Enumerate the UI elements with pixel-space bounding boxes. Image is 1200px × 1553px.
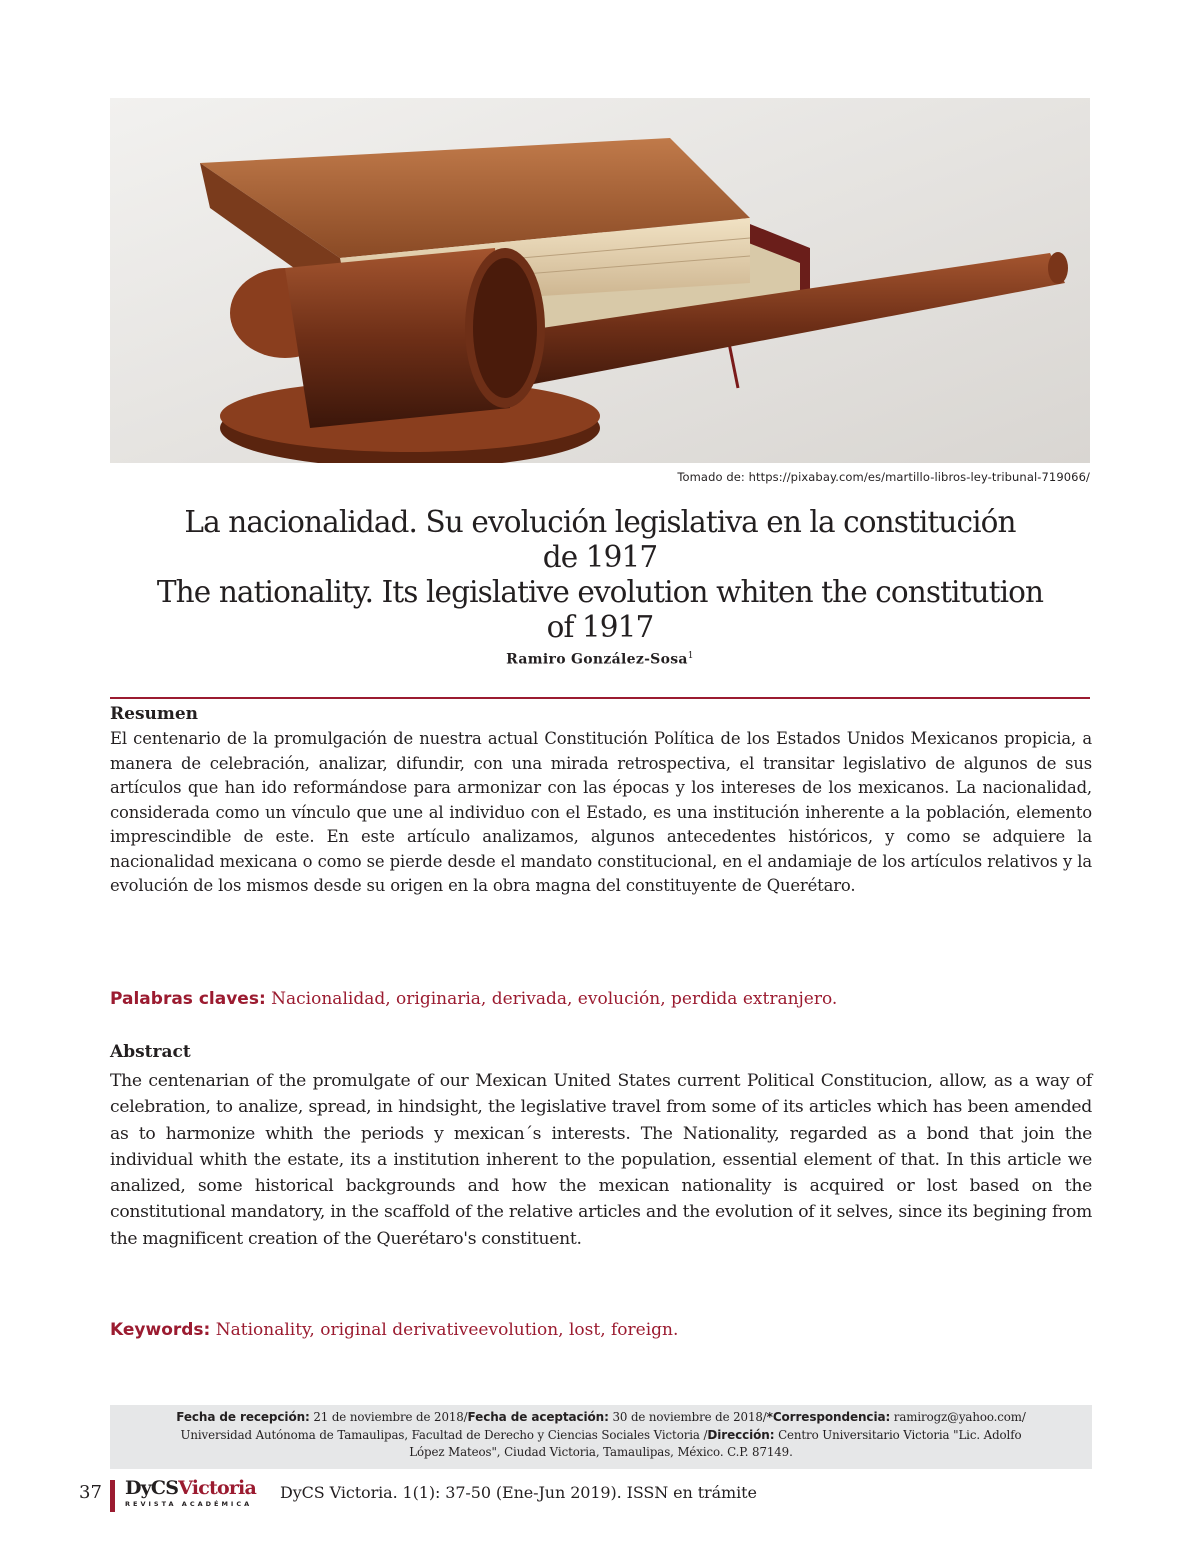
palabras-claves-label: Palabras claves: [110,989,266,1009]
correspondencia-value: ramirogz@yahoo.com/ [890,1410,1026,1424]
article-info-box [110,1405,1092,1469]
author-name: Ramiro González-Sosa [506,651,688,668]
aceptacion-value: 30 de noviembre de 2018/ [608,1410,767,1424]
aceptacion-label: Fecha de aceptación: [467,1410,609,1424]
author-footnote-mark: 1 [687,651,694,661]
recepcion-value: 21 de noviembre de 2018/ [309,1410,468,1424]
image-caption: Tomado de: https://pixabay.com/es/martillo-libros-ley-tribunal-719066/ [677,470,1090,484]
palabras-claves-value: Nacionalidad, originaria, derivada, evolución, perdida extranjero. [265,989,838,1009]
keywords [110,1320,678,1340]
cover-photo [110,98,1090,463]
resumen-heading: Resumen [110,704,199,724]
correspondencia-label: *Correspondencia: [766,1410,891,1424]
direccion-label: Dirección: [707,1427,775,1442]
logo-subtitle: REVISTA ACADÉMICA [125,1500,253,1508]
journal-logo [125,1477,265,1517]
logo-dycs: DyCS [125,1477,179,1499]
keywords-label: Keywords: [110,1320,211,1340]
resumen-text: El centenario de la promulgación de nuestra actual Constitución Política de los Estados Unidos Mexicanos propicia, a manera de celebración, analizar, difundir, con una mirada retrospectiva, el transitar legislativo de algunos de sus artículos que han ido reformándose para armonizar con las épocas y los intereses de los mexicanos. La nacionalidad, considerada como un vínculo que une al individuo con el Estado, es una institución inherente a la población, elemento imprescindible de este. En este artículo analizamos, algunos antecedentes históricos, y como se adquiere la nacionalidad mexicana o como se pierde desde el mandato constitucional, en el andamiaje de los artículos relativos y la evolución de los mismos desde su origen en la obra magna del constituyente de Querétaro. [110,729,1092,895]
info-line-1 [110,1409,1092,1427]
title-en-line2: of 1917 [546,610,654,644]
title-en-line1: The nationality. Its legislative evolution whiten the constitution [156,575,1044,609]
abstract-text: The centenarian of the promulgate of our Mexican United States current Political Constitucion, allow, as a way of celebration, to analize, spread, in hindsight, the legislative travel from some of its articles which has been amended as to harmonize whith the periods y mexican´s interests. The Nationality, regarded as a bond that join the individual whith the estate, its a institution inherent to the population, essential element of that. In this article we analized, some historical backgrounds and how the mexican nationality is acquired or lost based on the constitutional mandatory, in the scaffold of the relative articles and the evolution of it selves, since its begining from the magnificent creation of the Querétaro's constituent. [110,1071,1092,1249]
keywords-value: Nationality, original derivativeevolution, lost, foreign. [210,1320,679,1340]
title-es-line1: La nacionalidad. Su evolución legislativa en la constitución [184,505,1016,539]
journal-citation: DyCS Victoria. 1(1): 37-50 (Ene-Jun 2019). ISSN en trámite [280,1483,757,1502]
institucion: Universidad Autónoma de Tamaulipas, Facultad de Derecho y Ciencias Sociales Victoria / [180,1427,708,1442]
logo-victoria: Victoria [178,1477,256,1499]
direccion-value: Centro Universitario Victoria "Lic. Adolfo [774,1427,1022,1442]
recepcion-label: Fecha de recepción: [176,1410,310,1424]
footer-accent-bar [110,1480,115,1512]
logo-wordmark [125,1477,265,1499]
page-number: 37 [79,1482,102,1503]
title-es-line2: de 1917 [542,540,658,574]
title-block [110,505,1090,668]
abstract-heading: Abstract [110,1042,191,1062]
divider [110,697,1090,699]
palabras-claves [110,989,837,1009]
info-line-2 [110,1427,1092,1445]
info-line-3: López Mateos", Ciudad Victoria, Tamaulipas, México. C.P. 87149. [409,1445,793,1459]
author [110,651,1090,668]
